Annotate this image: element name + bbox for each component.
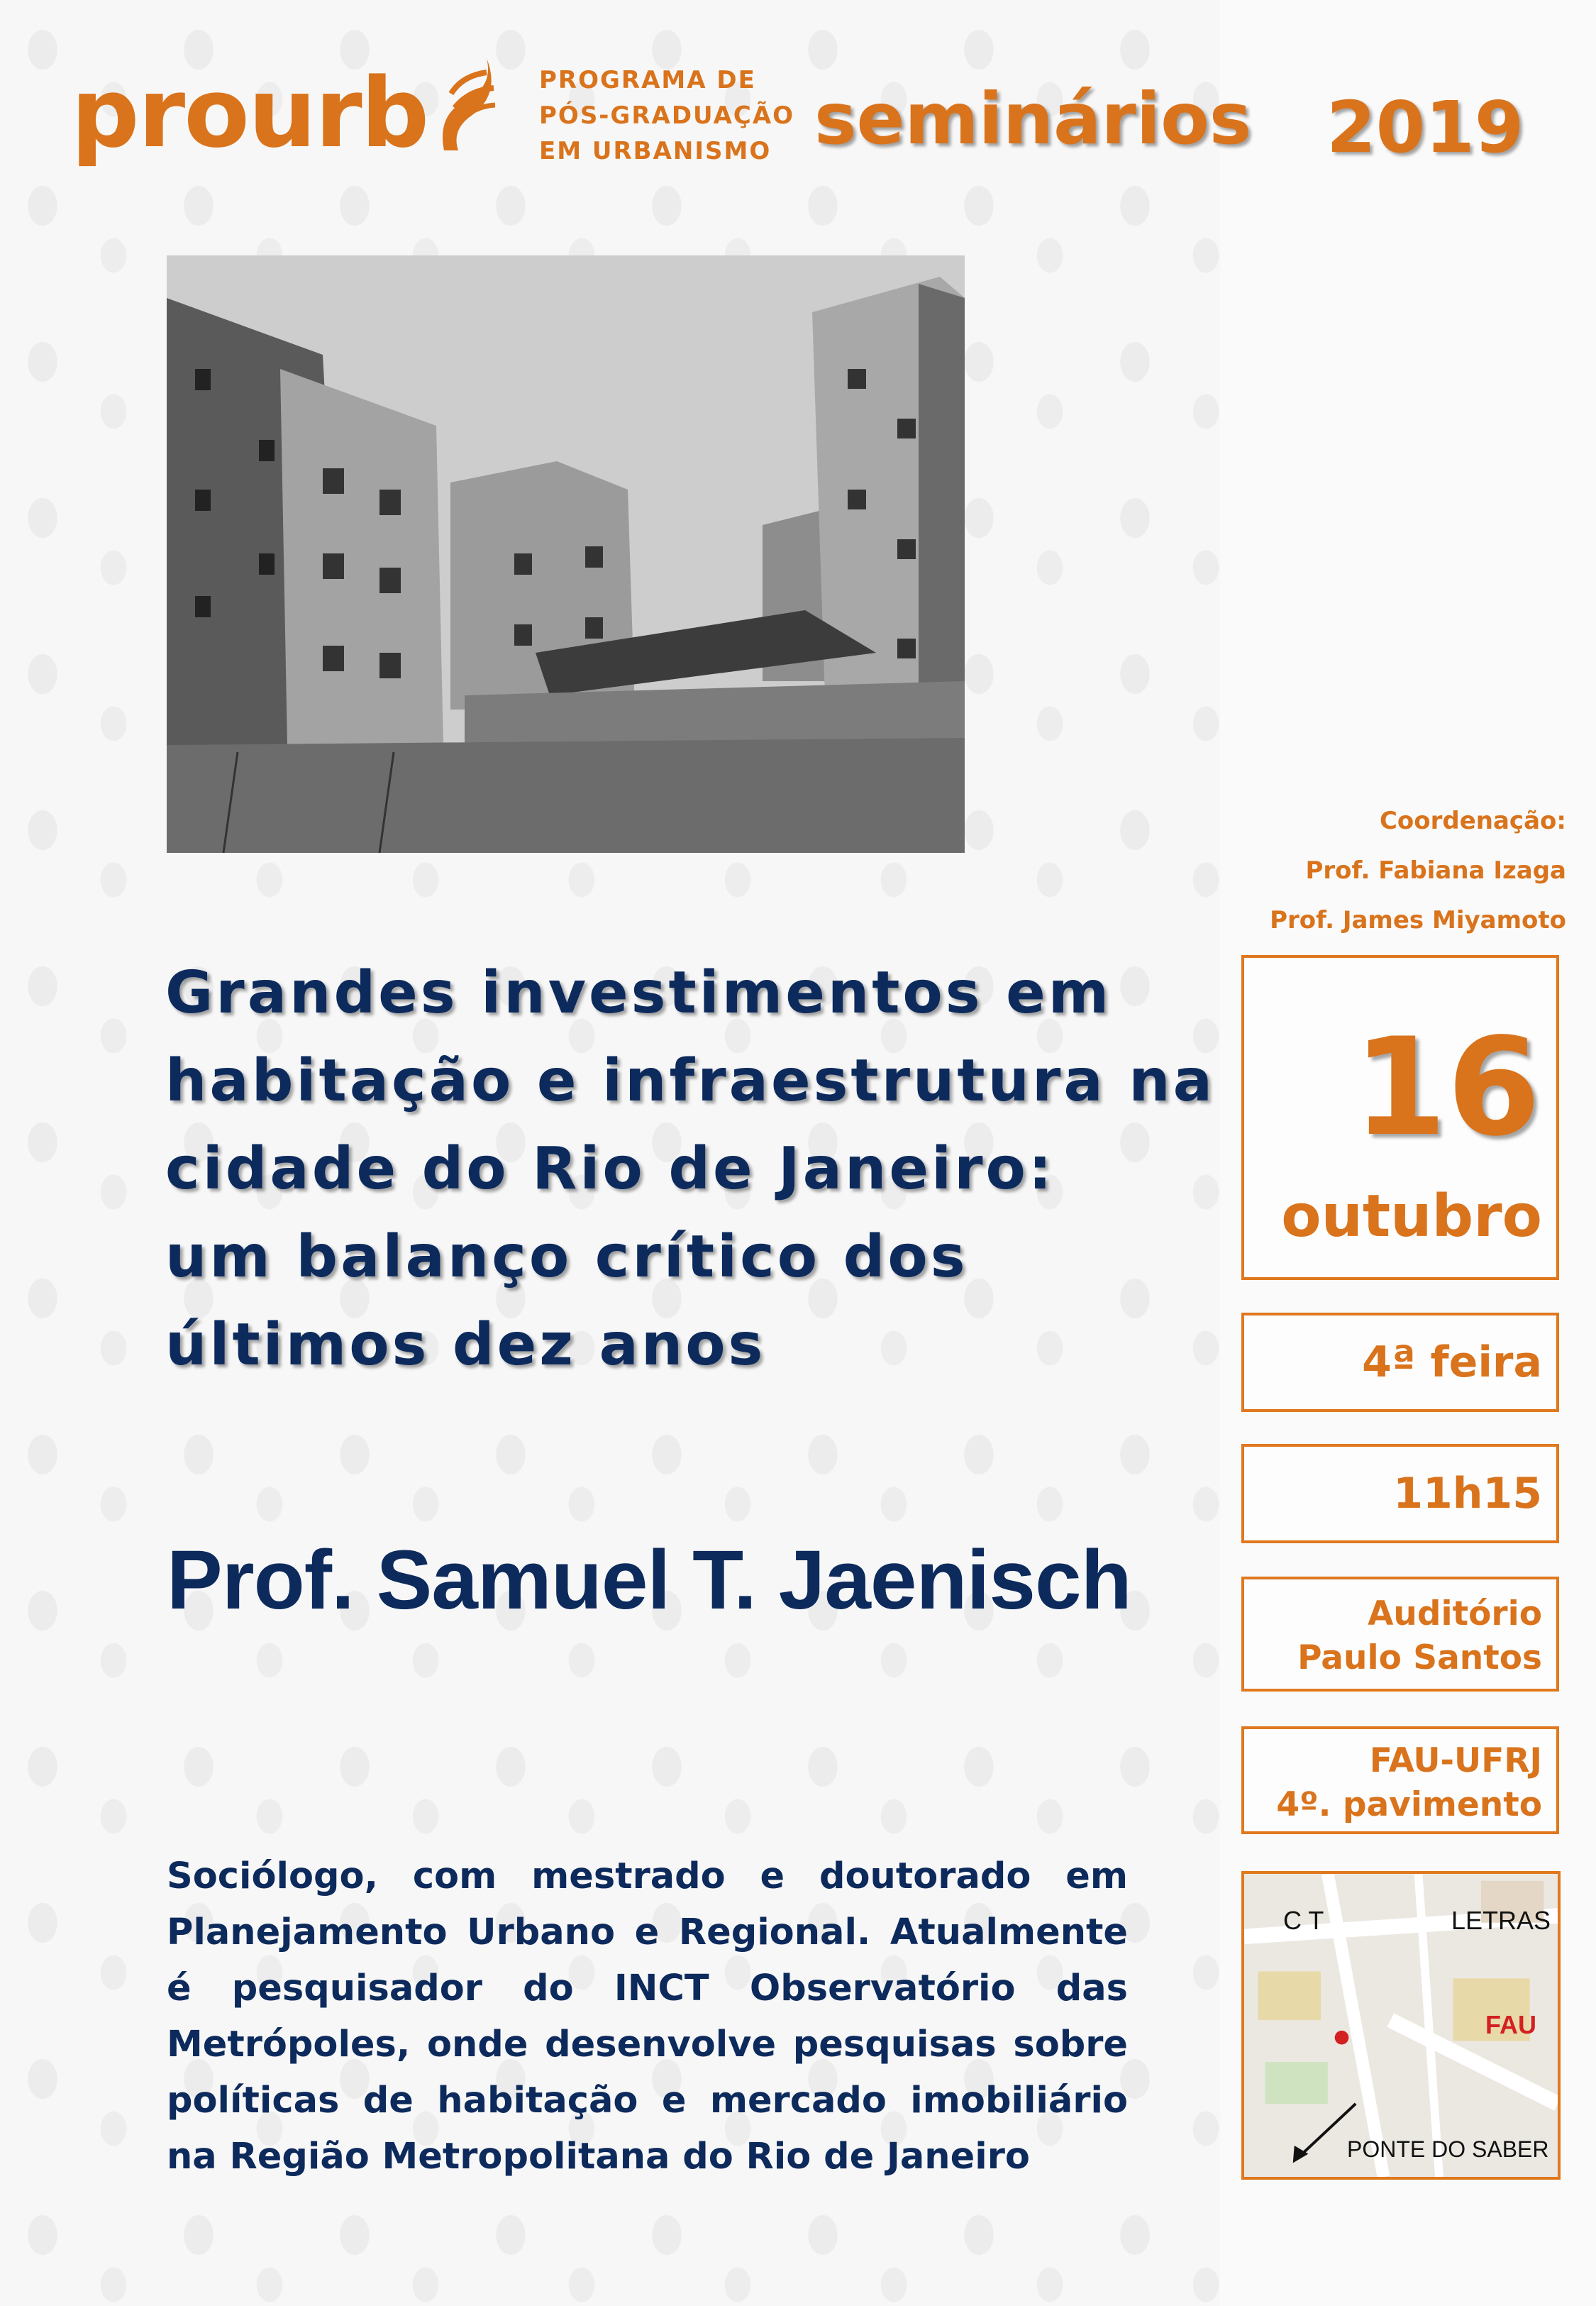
map-pin-icon [1335, 2031, 1349, 2045]
event-month: outubro [1281, 1183, 1542, 1250]
coordinator-2: Prof. James Miyamoto [1270, 906, 1566, 934]
location-line-2: 4º. pavimento [1276, 1785, 1542, 1824]
map-label-ct: C T [1283, 1906, 1324, 1935]
year: 2019 [1326, 86, 1524, 169]
coordinator-1: Prof. Fabiana Izaga [1305, 856, 1566, 885]
speaker-name: Prof. Samuel T. Jaenisch [167, 1533, 1131, 1627]
speaker-bio: Sociólogo, com mestrado e doutorado em Planejamento Urbano e Regional. Atualmente é pesquisador do INCT Observatório das Metrópoles, onde desenvolve pesquisas sobre políticas de habitação e mercado imobiliário na Região Metropolitana do Rio de Janeiro [167, 1855, 1128, 2178]
series-title: seminários [814, 77, 1252, 160]
program-name [539, 62, 794, 169]
weekday-box [1241, 1313, 1559, 1412]
program-line-3: EM URBANISMO [539, 137, 772, 165]
event-day: 16 [1353, 1009, 1541, 1166]
time-box [1241, 1444, 1559, 1543]
venue-box [1241, 1577, 1559, 1692]
event-time: 11h15 [1393, 1469, 1542, 1518]
map-label-fau: FAU [1485, 2010, 1536, 2039]
title-line-1: Grandes investimentos em [165, 959, 1112, 1027]
venue-line-1: Auditório [1368, 1594, 1542, 1633]
title-line-5: últimos dez anos [165, 1311, 766, 1379]
housing-photo [167, 255, 965, 853]
title-line-4: um balanço crítico dos [165, 1223, 968, 1291]
coordination [1270, 796, 1566, 945]
venue-line-2: Paulo Santos [1297, 1638, 1542, 1677]
location-box [1241, 1726, 1559, 1834]
map-label-letras: LETRAS [1451, 1906, 1551, 1935]
location-line-1: FAU-UFRJ [1369, 1741, 1542, 1780]
location-map [1241, 1871, 1561, 2180]
map-label-ponte: PONTE DO SABER [1347, 2136, 1549, 2162]
date-box [1241, 955, 1559, 1280]
coordination-label: Coordenação: [1379, 807, 1566, 835]
talk-title [165, 949, 1215, 1389]
prourb-logo-text: prourb [71, 57, 428, 169]
title-line-3: cidade do Rio de Janeiro: [165, 1135, 1055, 1203]
title-line-2: habitação e infraestrutura na [165, 1047, 1216, 1115]
event-weekday: 4ª feira [1362, 1337, 1542, 1387]
program-line-2: PÓS-GRADUAÇÃO [539, 101, 795, 130]
program-line-1: PROGRAMA DE [539, 66, 756, 94]
prourb-logo-icon [423, 44, 508, 165]
